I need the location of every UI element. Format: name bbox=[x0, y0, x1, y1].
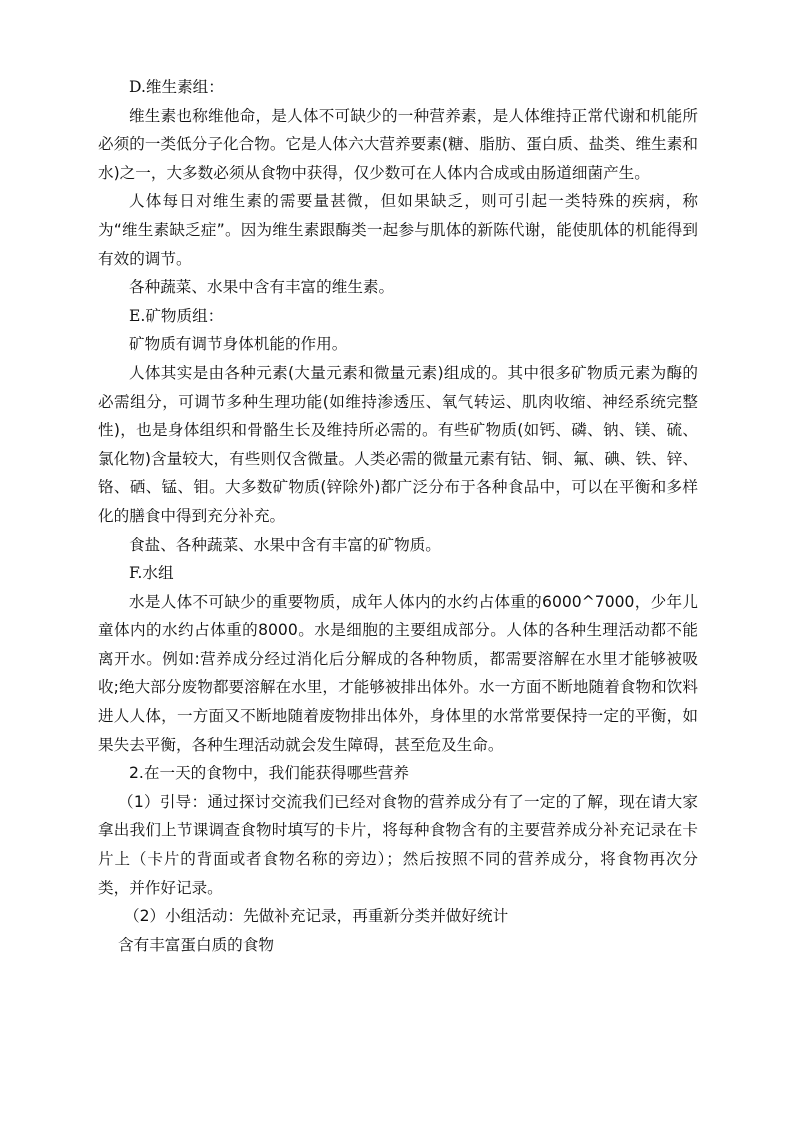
vitamin-paragraph: 各种蔬菜、水果中含有丰富的维生素。 bbox=[129, 278, 395, 297]
section-2-paragraph: （1）引导：通过探讨交流我们已经对食物的营养成分有了一定的了解，现在请大家拿出我们上节课调查食物时填写的卡片，将每种食物含有的主要营养成分补充记录在卡片上（卡片的背面或者食物名称的旁边）；然后按照不同的营养成分，将食物再次分类，并作好记录。 bbox=[98, 792, 698, 897]
water-section-heading: F.水组 bbox=[129, 564, 174, 583]
water-paragraph: 水是人体不可缺少的重要物质，成年人体内的水约占体重的6000^7000，少年儿童体内的水约占体重的8000。水是细胞的主要组成部分。人体的各种生理活动都不能离开水。例如:营养成分经过消化后分解成的各种物质，都需要溶解在水里才能够被吸收;绝大部分废物都要溶解在水里，才能够被排出体外。水一方面不断地随着食物和饮料进人人体，一方面又不断地随着废物排出体外，身体里的水常常要保持一定的平衡，如果失去平衡，各种生理活动就会发生障碍，甚至危及生命。 bbox=[98, 592, 698, 754]
section-2-paragraph: 含有丰富蛋白质的食物 bbox=[118, 935, 274, 954]
mineral-paragraph: 食盐、各种蔬菜、水果中含有丰富的矿物质。 bbox=[129, 535, 441, 554]
vitamin-section-heading: D.维生素组： bbox=[129, 78, 224, 96]
section-2-paragraph: （2）小组活动：先做补充记录，再重新分类并做好统计 bbox=[124, 907, 509, 926]
mineral-section-heading: E.矿物质组： bbox=[129, 306, 224, 325]
mineral-paragraph: 人体其实是由各种元素(大量元素和微量元素)组成的。其中很多矿物质元素为酶的必需组分，可调节多种生理功能(如维持渗透压、氧气转运、肌肉收缩、神经系统完整性)，也是身体组织和骨骼生长及维持所必需的。有些矿物质(如钙、磷、钠、镁、硫、氯化物)含量较大，有些则仅含微量。人类必需的微量元素有钴、铜、氟、碘、铁、锌、铬、硒、锰、钼。大多数矿物质(锌除外)都广泛分布于各种食品中，可以在平衡和多样化的膳食中得到充分补充。 bbox=[98, 363, 698, 525]
mineral-paragraph: 矿物质有调节身体机能的作用。 bbox=[129, 335, 348, 354]
section-2-heading: 2.在一天的食物中，我们能获得哪些营养 bbox=[129, 764, 409, 783]
document-body bbox=[98, 73, 698, 959]
vitamin-paragraph: 人体每日对维生素的需要量甚微，但如果缺乏，则可引起一类特殊的疾病，称为“维生素缺乏症”。因为维生素跟酶类一起参与肌体的新陈代谢，能使肌体的机能得到有效的调节。 bbox=[98, 192, 698, 268]
vitamin-paragraph: 维生素也称维他命，是人体不可缺少的一种营养素，是人体维持正常代谢和机能所必须的一类低分子化合物。它是人体六大营养要素(糖、脂肪、蛋白质、盐类、维生素和水)之一，大多数必须从食物中获得，仅少数可在人体内合成或由肠道细菌产生。 bbox=[98, 106, 698, 182]
